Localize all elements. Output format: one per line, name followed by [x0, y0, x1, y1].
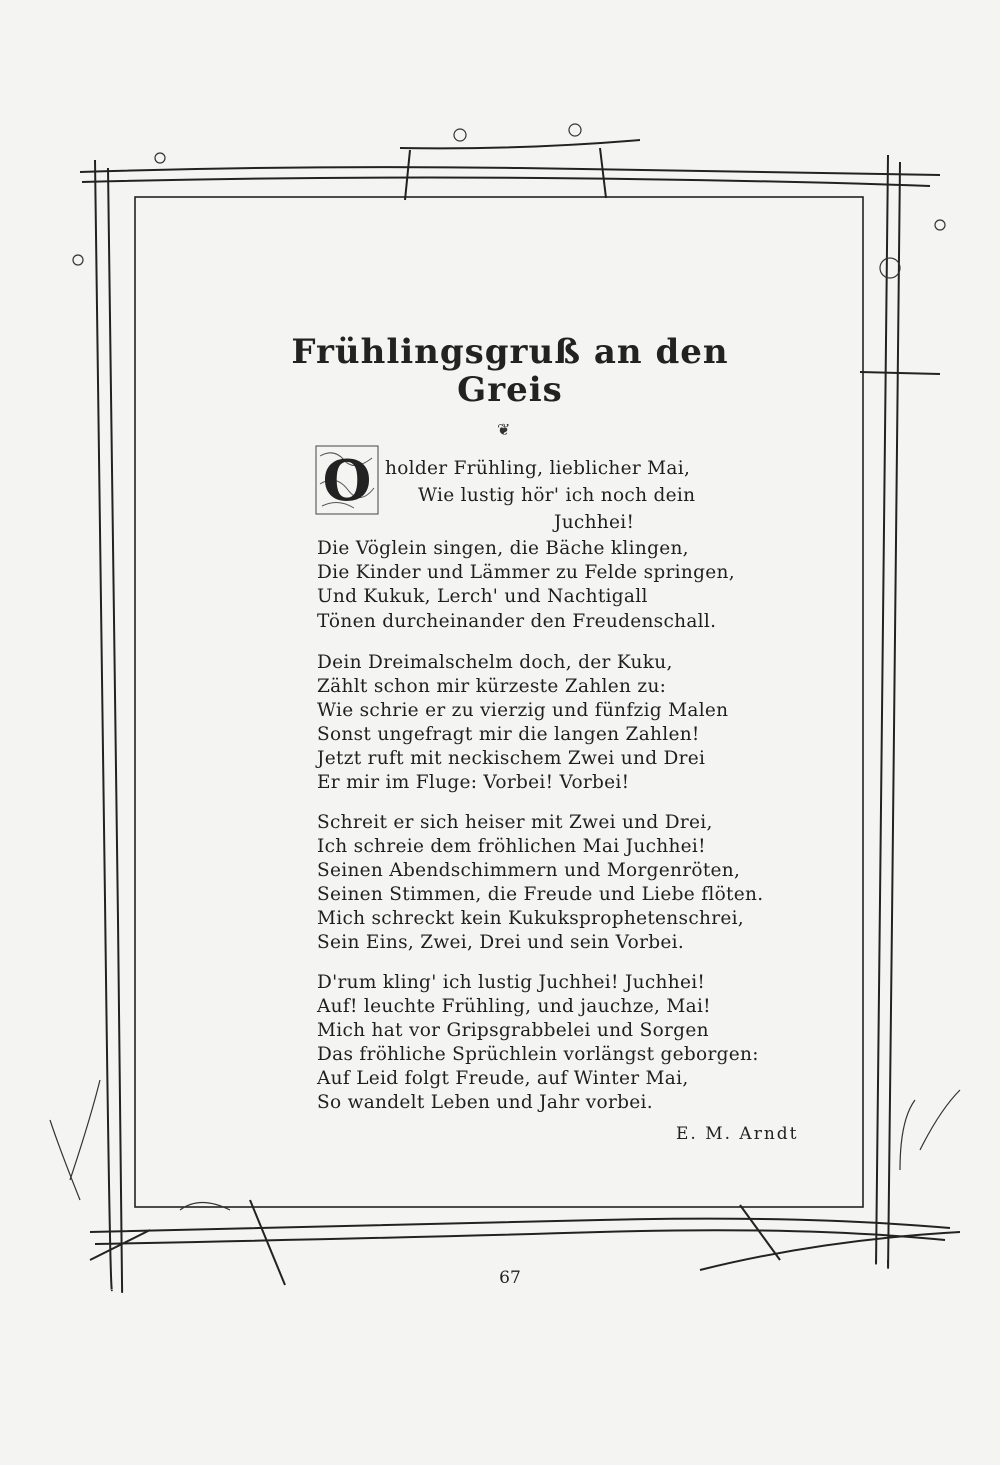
poem-line: Auf! leuchte Frühling, und jauchze, Mai!: [317, 996, 711, 1017]
page-number: 67: [499, 1268, 521, 1288]
poem-line: Sein Eins, Zwei, Drei und sein Vorbei.: [317, 932, 685, 953]
poem-line: Das fröhliche Sprüchlein vorlängst geborgen:: [317, 1044, 759, 1065]
poem-line: Seinen Abendschimmern und Morgenröten,: [317, 860, 741, 881]
poem-line: Dein Dreimalschelm doch, der Kuku,: [317, 652, 673, 673]
poem-line: holder Frühling, lieblicher Mai,: [385, 458, 691, 479]
poem-line: Zählt schon mir kürzeste Zahlen zu:: [317, 676, 667, 697]
poem-line: Schreit er sich heiser mit Zwei und Drei,: [317, 812, 713, 833]
poem-line: Seinen Stimmen, die Freude und Liebe flöten.: [317, 884, 764, 905]
poem-line: Sonst ungefragt mir die langen Zahlen!: [317, 724, 700, 745]
poem-line: Mich schreckt kein Kukuksprophetenschrei,: [317, 908, 744, 929]
poem-line: Wie lustig hör' ich noch dein: [418, 485, 696, 506]
poem-line: Er mir im Fluge: Vorbei! Vorbei!: [317, 772, 630, 793]
initial-letter: O: [322, 448, 372, 514]
poem-line: Die Vöglein singen, die Bäche klingen,: [317, 538, 689, 559]
poem-author: E. M. Arndt: [676, 1124, 799, 1144]
ornament-icon: ❦: [497, 420, 511, 439]
poem-title-line-2: Greis: [457, 370, 563, 410]
poem-line: Jetzt ruft mit neckischem Zwei und Drei: [317, 748, 706, 769]
decorated-initial: [314, 444, 380, 516]
poem-line: So wandelt Leben und Jahr vorbei.: [317, 1092, 653, 1113]
poem-line: Tönen durcheinander den Freudenschall.: [317, 611, 717, 632]
poem-line: Auf Leid folgt Freude, auf Winter Mai,: [317, 1068, 689, 1089]
poem-line: Juchhei!: [554, 512, 635, 533]
poem-line: Ich schreie dem fröhlichen Mai Juchhei!: [317, 836, 706, 857]
poem-line: Mich hat vor Gripsgrabbelei und Sorgen: [317, 1020, 709, 1041]
poem-line: Die Kinder und Lämmer zu Felde springen,: [317, 562, 735, 583]
poem-line: Und Kukuk, Lerch' und Nachtigall: [317, 586, 648, 607]
poem-line: Wie schrie er zu vierzig und fünfzig Malen: [317, 700, 729, 721]
poem-title-line-1: Frühlingsgruß an den: [291, 332, 729, 372]
poem-line: D'rum kling' ich lustig Juchhei! Juchhei!: [317, 972, 706, 993]
